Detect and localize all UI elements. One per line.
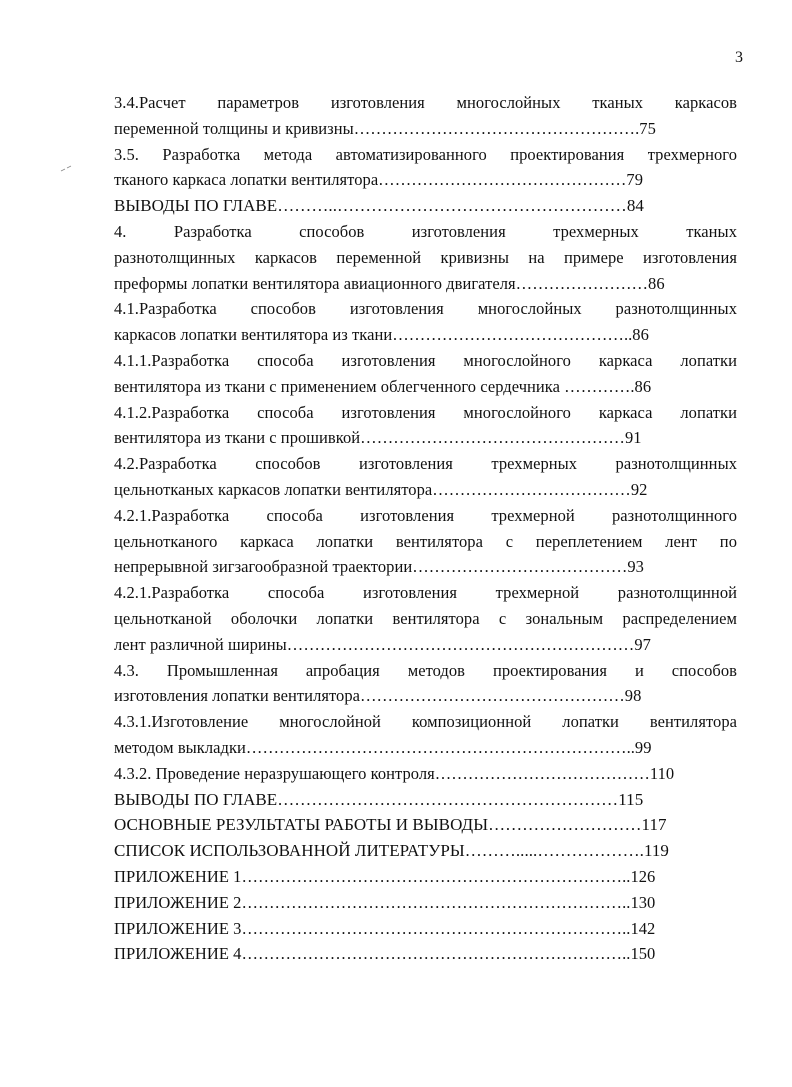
toc-line: цельнотканой оболочки лопатки вентилятора с зональным распределением — [114, 608, 737, 628]
toc-line: вентилятора из ткани с применением облегченного сердечника ………….86 — [114, 376, 652, 396]
table-of-contents — [114, 90, 737, 967]
toc-line: 4.1.Разработка способов изготовления многослойных разнотолщинных — [114, 299, 737, 319]
toc-line: 4.1.2.Разработка способа изготовления многослойного каркаса лопатки — [114, 402, 737, 422]
toc-line: 4.3.1.Изготовление многослойной композиционной лопатки вентилятора — [114, 712, 737, 732]
toc-entry-4-1-2 — [114, 400, 737, 452]
toc-line: цельнотканых каркасов лопатки вентилятора………………………………92 — [114, 479, 648, 499]
toc-line: 4.2.1.Разработка способа изготовления трехмерной разнотолщинной — [114, 583, 737, 603]
toc-line: цельнотканого каркаса лопатки вентилятора с переплетением лент по — [114, 531, 737, 551]
toc-entry-appendix-4 — [114, 941, 737, 967]
toc-line: ОСНОВНЫЕ РЕЗУЛЬТАТЫ РАБОТЫ И ВЫВОДЫ………………………117 — [114, 815, 667, 835]
toc-line: 4.3.2. Проведение неразрушающего контроля…………………………………110 — [114, 763, 675, 783]
toc-entry-chapter-4 — [114, 219, 737, 296]
toc-entry-4-1-1 — [114, 348, 737, 400]
toc-line: вентилятора из ткани с прошивкой…………………………………………91 — [114, 428, 642, 448]
scan-smudge-mark — [60, 165, 72, 173]
toc-line: ПРИЛОЖЕНИЕ 2……………………………………………………………..130 — [114, 892, 656, 912]
toc-line: непрерывной зигзагообразной траектории…………………………………93 — [114, 557, 644, 577]
toc-entry-chapter3-conclusions — [114, 193, 737, 219]
toc-line: изготовления лопатки вентилятора…………………………………………98 — [114, 686, 642, 706]
toc-entry-4-3-1 — [114, 709, 737, 761]
toc-entry-3-4 — [114, 90, 737, 142]
toc-line: лент различной ширины………………………………………………………97 — [114, 634, 651, 654]
toc-entry-4-3 — [114, 658, 737, 710]
toc-line: ПРИЛОЖЕНИЕ 3……………………………………………………………..142 — [114, 918, 656, 938]
toc-line: ВЫВОДЫ ПО ГЛАВЕ………..……………………………………………84 — [114, 196, 644, 216]
toc-entry-appendix-2 — [114, 890, 737, 916]
toc-line: тканого каркаса лопатки вентилятора………………………………………79 — [114, 170, 644, 190]
toc-line: 4.1.1.Разработка способа изготовления многослойного каркаса лопатки — [114, 350, 737, 370]
toc-line: 4. Разработка способов изготовления трехмерных тканых — [114, 221, 737, 241]
toc-entry-main-results — [114, 812, 737, 838]
toc-line: 4.2.1.Разработка способа изготовления трехмерной разнотолщинного — [114, 505, 737, 525]
toc-line: 4.2.Разработка способов изготовления трехмерных разнотолщинных — [114, 454, 737, 474]
toc-entry-appendix-3 — [114, 916, 737, 942]
toc-line: разнотолщинных каркасов переменной кривизны на примере изготовления — [114, 247, 737, 267]
toc-entry-4-2-1-a — [114, 503, 737, 580]
toc-entry-references — [114, 838, 737, 864]
toc-line: методом выкладки……………………………………………………………..99 — [114, 737, 652, 757]
toc-line: ПРИЛОЖЕНИЕ 1……………………………………………………………..126 — [114, 866, 656, 886]
toc-line: 3.5. Разработка метода автоматизированного проектирования трехмерного — [114, 144, 737, 164]
toc-entry-4-3-2 — [114, 761, 737, 787]
toc-line: 4.3. Промышленная апробация методов проектирования и способов — [114, 660, 737, 680]
toc-line: ПРИЛОЖЕНИЕ 4……………………………………………………………..150 — [114, 944, 656, 964]
toc-line: каркасов лопатки вентилятора из ткани……………………………………..86 — [114, 325, 649, 345]
toc-entry-4-1 — [114, 296, 737, 348]
toc-entry-4-2 — [114, 451, 737, 503]
toc-line: 3.4.Расчет параметров изготовления многослойных тканых каркасов — [114, 93, 737, 112]
toc-line: ВЫВОДЫ ПО ГЛАВЕ……………………………………………………115 — [114, 789, 644, 809]
toc-entry-4-2-1-b — [114, 580, 737, 657]
toc-entry-3-5 — [114, 142, 737, 194]
toc-line: преформы лопатки вентилятора авиационного двигателя……………………86 — [114, 273, 665, 293]
toc-entry-chapter4-conclusions — [114, 787, 737, 813]
toc-line: переменной толщины и кривизны…………………………………………….75 — [114, 118, 656, 138]
toc-line: СПИСОК ИСПОЛЬЗОВАННОЙ ЛИТЕРАТУРЫ……….....……………….119 — [114, 841, 669, 861]
toc-entry-appendix-1 — [114, 864, 737, 890]
page-number: 3 — [735, 49, 743, 66]
